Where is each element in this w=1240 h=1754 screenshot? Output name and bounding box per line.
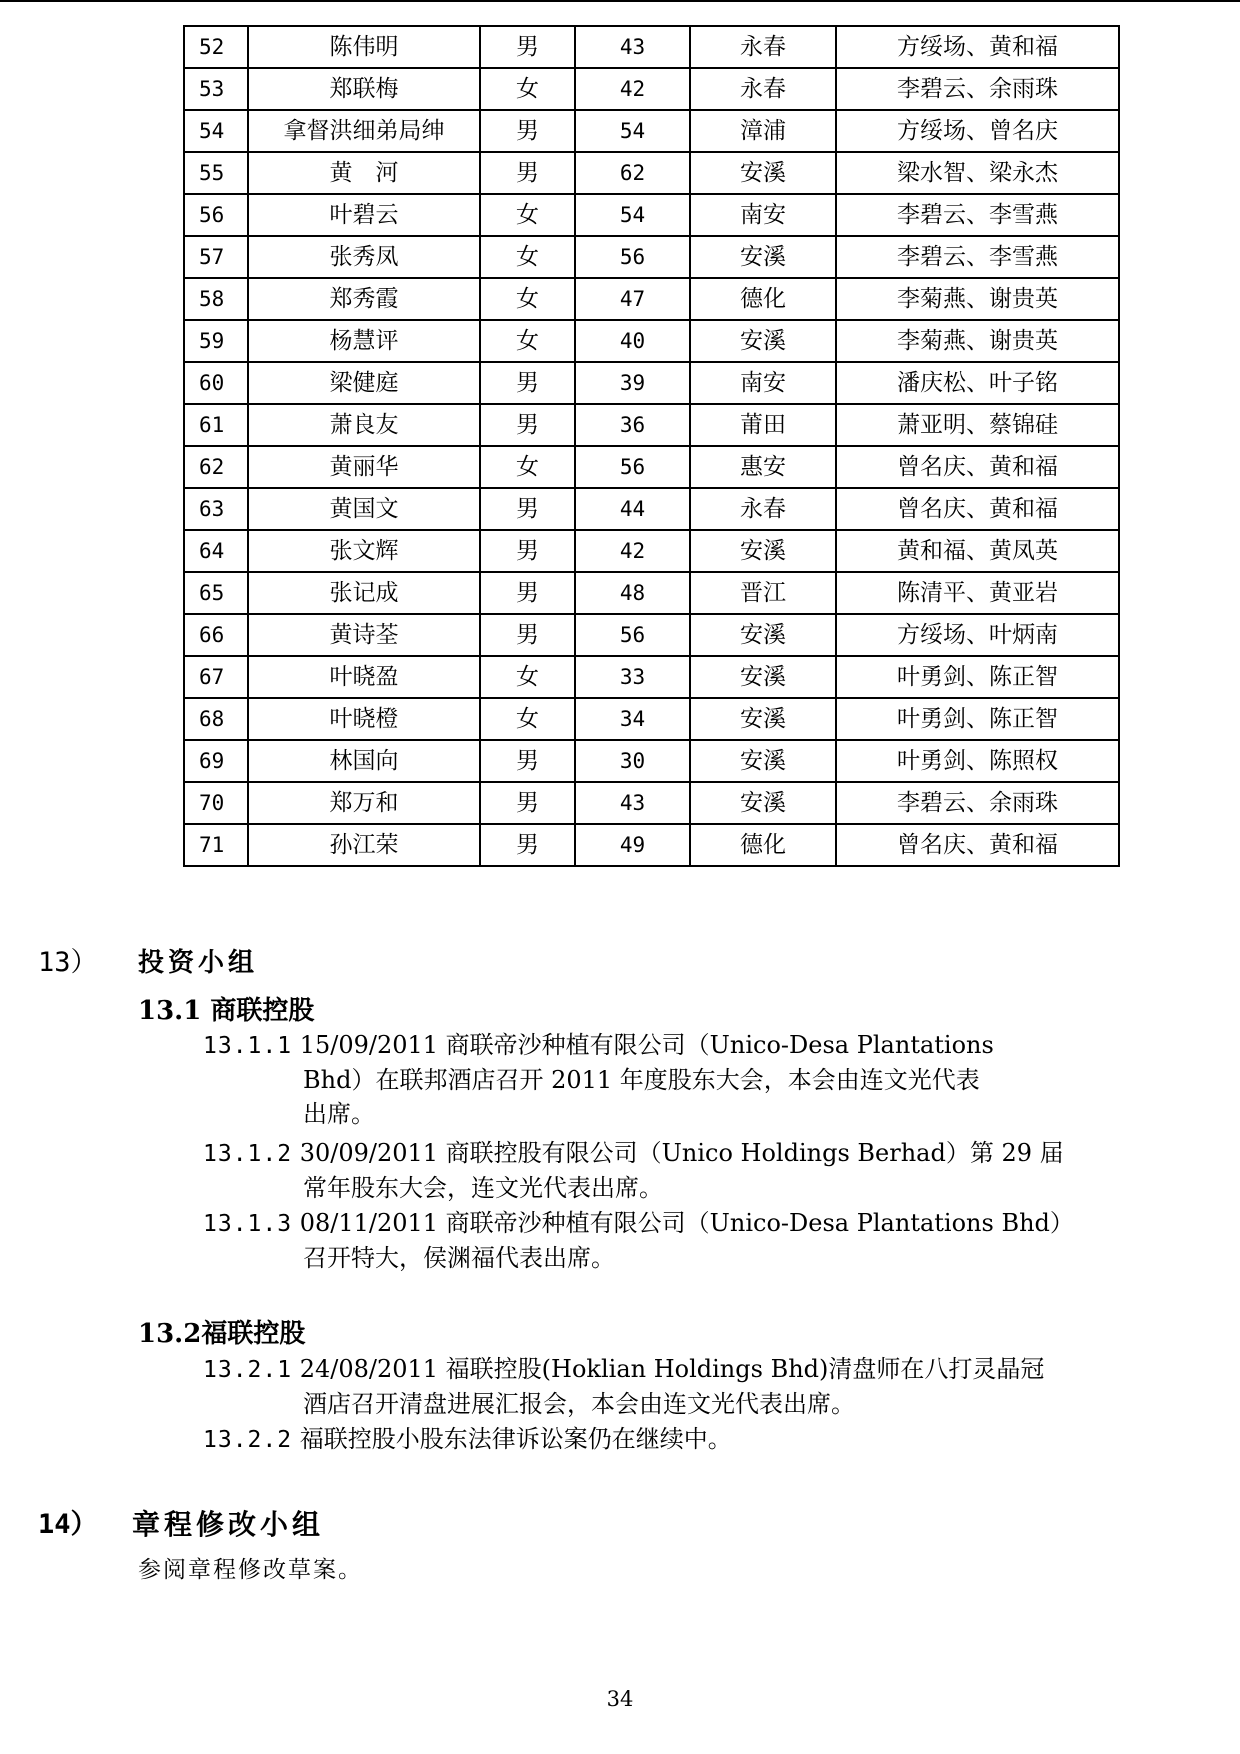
cell-number: 62 <box>184 446 248 488</box>
cell-name: 郑联梅 <box>248 68 480 110</box>
cell-gender: 男 <box>480 110 575 152</box>
cell-gender: 男 <box>480 152 575 194</box>
table-row <box>184 572 1119 614</box>
item-13-1-2 <box>203 1136 1093 1205</box>
cell-age: 39 <box>575 362 690 404</box>
cell-gender: 女 <box>480 236 575 278</box>
table-row <box>184 278 1119 320</box>
cell-name: 张记成 <box>248 572 480 614</box>
section-14-body: 参阅章程修改草案。 <box>138 1557 363 1583</box>
cell-age: 30 <box>575 740 690 782</box>
table-row <box>184 782 1119 824</box>
cell-place: 安溪 <box>690 530 836 572</box>
table-row <box>184 656 1119 698</box>
cell-place: 永春 <box>690 68 836 110</box>
cell-age: 62 <box>575 152 690 194</box>
cell-number: 66 <box>184 614 248 656</box>
table-row <box>184 488 1119 530</box>
cell-name: 叶晓盈 <box>248 656 480 698</box>
cell-gender: 男 <box>480 488 575 530</box>
cell-place: 安溪 <box>690 614 836 656</box>
cell-name: 叶晓橙 <box>248 698 480 740</box>
cell-number: 65 <box>184 572 248 614</box>
cell-age: 56 <box>575 446 690 488</box>
subsection-13-1-title: 13.1 商联控股 <box>138 996 315 1026</box>
cell-age: 36 <box>575 404 690 446</box>
cell-sponsors: 方绥场、叶炳南 <box>836 614 1119 656</box>
cell-number: 52 <box>184 26 248 68</box>
cell-sponsors: 叶勇剑、陈正智 <box>836 698 1119 740</box>
cell-place: 安溪 <box>690 782 836 824</box>
item-line: 出席。 <box>303 1100 375 1128</box>
cell-age: 54 <box>575 194 690 236</box>
cell-sponsors: 叶勇剑、陈照权 <box>836 740 1119 782</box>
cell-gender: 女 <box>480 446 575 488</box>
cell-sponsors: 李菊燕、谢贵英 <box>836 320 1119 362</box>
cell-name: 陈伟明 <box>248 26 480 68</box>
item-line: 08/11/2011 商联帝沙种植有限公司（Unico-Desa Plantations Bhd） <box>292 1209 1074 1237</box>
cell-name: 杨慧评 <box>248 320 480 362</box>
cell-name: 黄诗荃 <box>248 614 480 656</box>
cell-name: 张文辉 <box>248 530 480 572</box>
item-line: 常年股东大会，连文光代表出席。 <box>303 1174 663 1202</box>
cell-number: 63 <box>184 488 248 530</box>
cell-number: 57 <box>184 236 248 278</box>
page-top-rule <box>0 0 1240 2</box>
cell-number: 55 <box>184 152 248 194</box>
cell-number: 58 <box>184 278 248 320</box>
cell-sponsors: 李碧云、李雪燕 <box>836 194 1119 236</box>
cell-age: 42 <box>575 530 690 572</box>
cell-age: 48 <box>575 572 690 614</box>
cell-gender: 女 <box>480 698 575 740</box>
subsection-13-2-title: 13.2福联控股 <box>138 1319 306 1349</box>
cell-place: 莆田 <box>690 404 836 446</box>
cell-gender: 男 <box>480 824 575 866</box>
cell-gender: 男 <box>480 614 575 656</box>
cell-number: 69 <box>184 740 248 782</box>
item-index: 13.2.1 <box>203 1357 293 1383</box>
item-line: 30/09/2011 商联控股有限公司（Unico Holdings Berhad）第 29 届 <box>292 1139 1064 1167</box>
cell-gender: 男 <box>480 572 575 614</box>
item-index: 13.1.1 <box>203 1033 293 1059</box>
cell-age: 47 <box>575 278 690 320</box>
section-13-title: 投资小组 <box>138 948 259 978</box>
cell-gender: 男 <box>480 740 575 782</box>
cell-place: 安溪 <box>690 236 836 278</box>
cell-sponsors: 潘庆松、叶子铭 <box>836 362 1119 404</box>
cell-name: 张秀凤 <box>248 236 480 278</box>
cell-name: 梁健庭 <box>248 362 480 404</box>
cell-gender: 女 <box>480 656 575 698</box>
cell-place: 南安 <box>690 362 836 404</box>
section-13-number: 13） <box>38 947 98 978</box>
cell-age: 43 <box>575 26 690 68</box>
item-line: 福联控股小股东法律诉讼案仍在继续中。 <box>292 1425 732 1453</box>
cell-place: 安溪 <box>690 698 836 740</box>
cell-gender: 女 <box>480 68 575 110</box>
cell-sponsors: 方绥场、黄和福 <box>836 26 1119 68</box>
item-line: 召开特大，侯渊福代表出席。 <box>303 1244 615 1272</box>
item-line: 24/08/2011 福联控股(Hoklian Holdings Bhd)清盘师在八打灵晶冠 <box>292 1355 1045 1383</box>
cell-name: 孙江荣 <box>248 824 480 866</box>
cell-number: 53 <box>184 68 248 110</box>
cell-place: 安溪 <box>690 740 836 782</box>
cell-age: 54 <box>575 110 690 152</box>
cell-gender: 男 <box>480 26 575 68</box>
cell-place: 漳浦 <box>690 110 836 152</box>
cell-sponsors: 梁水智、梁永杰 <box>836 152 1119 194</box>
cell-name: 郑万和 <box>248 782 480 824</box>
cell-gender: 男 <box>480 404 575 446</box>
cell-age: 49 <box>575 824 690 866</box>
cell-number: 56 <box>184 194 248 236</box>
table-row <box>184 530 1119 572</box>
cell-age: 42 <box>575 68 690 110</box>
item-13-1-1 <box>203 1028 1093 1131</box>
cell-name: 黄 河 <box>248 152 480 194</box>
cell-sponsors: 曾名庆、黄和福 <box>836 488 1119 530</box>
table-row <box>184 362 1119 404</box>
cell-gender: 女 <box>480 194 575 236</box>
table-row <box>184 404 1119 446</box>
item-line: 15/09/2011 商联帝沙种植有限公司（Unico-Desa Plantations <box>292 1031 994 1059</box>
cell-name: 林国向 <box>248 740 480 782</box>
item-index: 13.1.2 <box>203 1141 293 1167</box>
cell-place: 晋江 <box>690 572 836 614</box>
cell-number: 68 <box>184 698 248 740</box>
page-number: 34 <box>606 1687 634 1711</box>
table-row <box>184 68 1119 110</box>
cell-gender: 男 <box>480 362 575 404</box>
cell-age: 34 <box>575 698 690 740</box>
section-14-title: 章程修改小组 <box>132 1508 325 1541</box>
cell-place: 惠安 <box>690 446 836 488</box>
table-row <box>184 110 1119 152</box>
cell-sponsors: 李碧云、李雪燕 <box>836 236 1119 278</box>
cell-age: 56 <box>575 614 690 656</box>
table-row <box>184 740 1119 782</box>
table-row <box>184 236 1119 278</box>
cell-gender: 男 <box>480 782 575 824</box>
table-row <box>184 446 1119 488</box>
cell-sponsors: 曾名庆、黄和福 <box>836 824 1119 866</box>
item-13-2-1 <box>203 1352 1093 1421</box>
member-table <box>183 25 1120 867</box>
cell-name: 黄国文 <box>248 488 480 530</box>
cell-name: 叶碧云 <box>248 194 480 236</box>
cell-sponsors: 李碧云、余雨珠 <box>836 68 1119 110</box>
cell-place: 永春 <box>690 26 836 68</box>
cell-gender: 男 <box>480 530 575 572</box>
cell-place: 安溪 <box>690 656 836 698</box>
cell-sponsors: 叶勇剑、陈正智 <box>836 656 1119 698</box>
cell-name: 郑秀霞 <box>248 278 480 320</box>
cell-number: 71 <box>184 824 248 866</box>
cell-gender: 女 <box>480 278 575 320</box>
cell-place: 安溪 <box>690 152 836 194</box>
cell-age: 40 <box>575 320 690 362</box>
cell-name: 黄丽华 <box>248 446 480 488</box>
cell-name: 拿督洪细弟局绅 <box>248 110 480 152</box>
cell-sponsors: 李碧云、余雨珠 <box>836 782 1119 824</box>
cell-place: 德化 <box>690 278 836 320</box>
cell-age: 43 <box>575 782 690 824</box>
cell-place: 南安 <box>690 194 836 236</box>
table-row <box>184 824 1119 866</box>
item-index: 13.1.3 <box>203 1211 293 1237</box>
item-13-2-2 <box>203 1422 1093 1457</box>
cell-place: 安溪 <box>690 320 836 362</box>
cell-number: 54 <box>184 110 248 152</box>
cell-age: 44 <box>575 488 690 530</box>
cell-number: 60 <box>184 362 248 404</box>
cell-number: 61 <box>184 404 248 446</box>
item-index: 13.2.2 <box>203 1427 293 1453</box>
cell-age: 33 <box>575 656 690 698</box>
item-line: Bhd）在联邦酒店召开 2011 年度股东大会，本会由连文光代表 <box>303 1066 980 1094</box>
cell-name: 萧良友 <box>248 404 480 446</box>
cell-number: 59 <box>184 320 248 362</box>
cell-number: 67 <box>184 656 248 698</box>
table-row <box>184 194 1119 236</box>
cell-number: 64 <box>184 530 248 572</box>
table-row <box>184 152 1119 194</box>
cell-sponsors: 方绥场、曾名庆 <box>836 110 1119 152</box>
cell-sponsors: 陈清平、黄亚岩 <box>836 572 1119 614</box>
table-row <box>184 698 1119 740</box>
cell-sponsors: 曾名庆、黄和福 <box>836 446 1119 488</box>
cell-place: 德化 <box>690 824 836 866</box>
section-14-number: 14） <box>38 1509 98 1540</box>
cell-age: 56 <box>575 236 690 278</box>
cell-gender: 女 <box>480 320 575 362</box>
cell-sponsors: 黄和福、黄凤英 <box>836 530 1119 572</box>
cell-place: 永春 <box>690 488 836 530</box>
item-13-1-3 <box>203 1206 1203 1275</box>
table-row <box>184 26 1119 68</box>
table-row <box>184 320 1119 362</box>
table-row <box>184 614 1119 656</box>
cell-number: 70 <box>184 782 248 824</box>
item-line: 酒店召开清盘进展汇报会，本会由连文光代表出席。 <box>303 1390 855 1418</box>
cell-sponsors: 萧亚明、蔡锦硅 <box>836 404 1119 446</box>
cell-sponsors: 李菊燕、谢贵英 <box>836 278 1119 320</box>
